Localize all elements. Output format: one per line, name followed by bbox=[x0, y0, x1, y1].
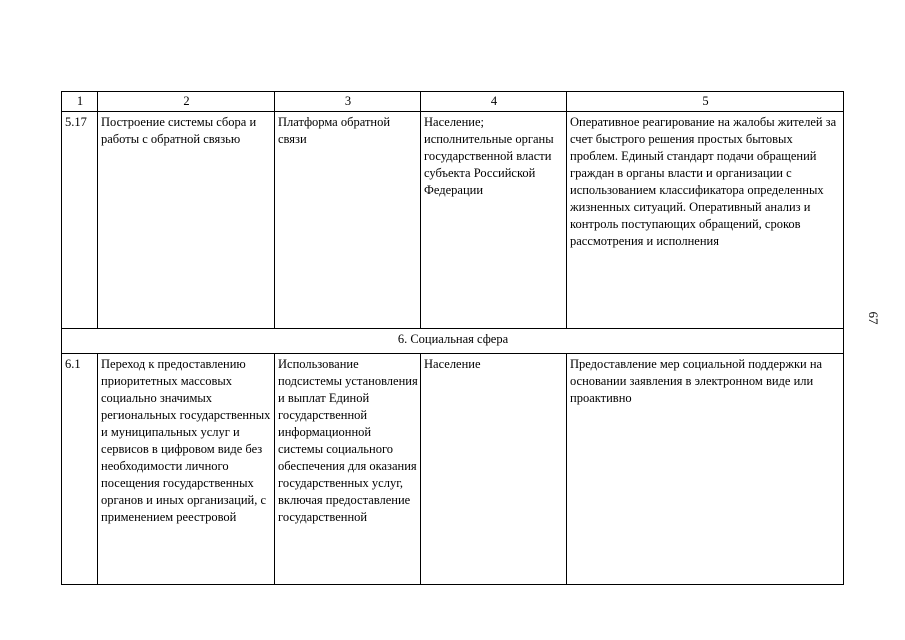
target-audience-cell: Население; исполнительные органы государственной власти субъекта Российской Федерации bbox=[421, 112, 567, 329]
table-header-row bbox=[62, 92, 844, 112]
section-heading-row bbox=[62, 329, 844, 354]
table-row bbox=[62, 112, 844, 329]
row-number-cell: 5.17 bbox=[62, 112, 98, 329]
target-audience-cell: Население bbox=[421, 354, 567, 585]
measure-name-cell: Переход к предоставлению приоритетных массовых социально значимых региональных государственных и муниципальных услуг и сервисов в цифровом виде без необходимости личного посещения государственных органов и иных организаций, с применением реестровой bbox=[98, 354, 275, 585]
solution-cell: Использование подсистемы установления и выплат Единой государственной информационной системы социального обеспечения для оказания государственных услуг, включая предоставление государственной bbox=[275, 354, 421, 585]
header-cell-1: 1 bbox=[62, 92, 98, 112]
header-cell-5: 5 bbox=[567, 92, 844, 112]
header-cell-4: 4 bbox=[421, 92, 567, 112]
effect-cell: Оперативное реагирование на жалобы жителей за счет быстрого решения простых бытовых проблем. Единый стандарт подачи обращений граждан в органы власти и организации с использованием классификатора определенных жизненных ситуаций. Оперативный анализ и контроль поступающих обращений, сроков рассмотрения и исполнения bbox=[567, 112, 844, 329]
document-table bbox=[61, 91, 844, 585]
table-row bbox=[62, 354, 844, 585]
solution-cell: Платформа обратной связи bbox=[275, 112, 421, 329]
page-number: 67 bbox=[866, 311, 881, 325]
measure-name-cell: Построение системы сбора и работы с обратной связью bbox=[98, 112, 275, 329]
header-cell-2: 2 bbox=[98, 92, 275, 112]
row-number-cell: 6.1 bbox=[62, 354, 98, 585]
header-cell-3: 3 bbox=[275, 92, 421, 112]
section-title: 6. Социальная сфера bbox=[62, 329, 844, 354]
effect-cell: Предоставление мер социальной поддержки на основании заявления в электронном виде или проактивно bbox=[567, 354, 844, 585]
